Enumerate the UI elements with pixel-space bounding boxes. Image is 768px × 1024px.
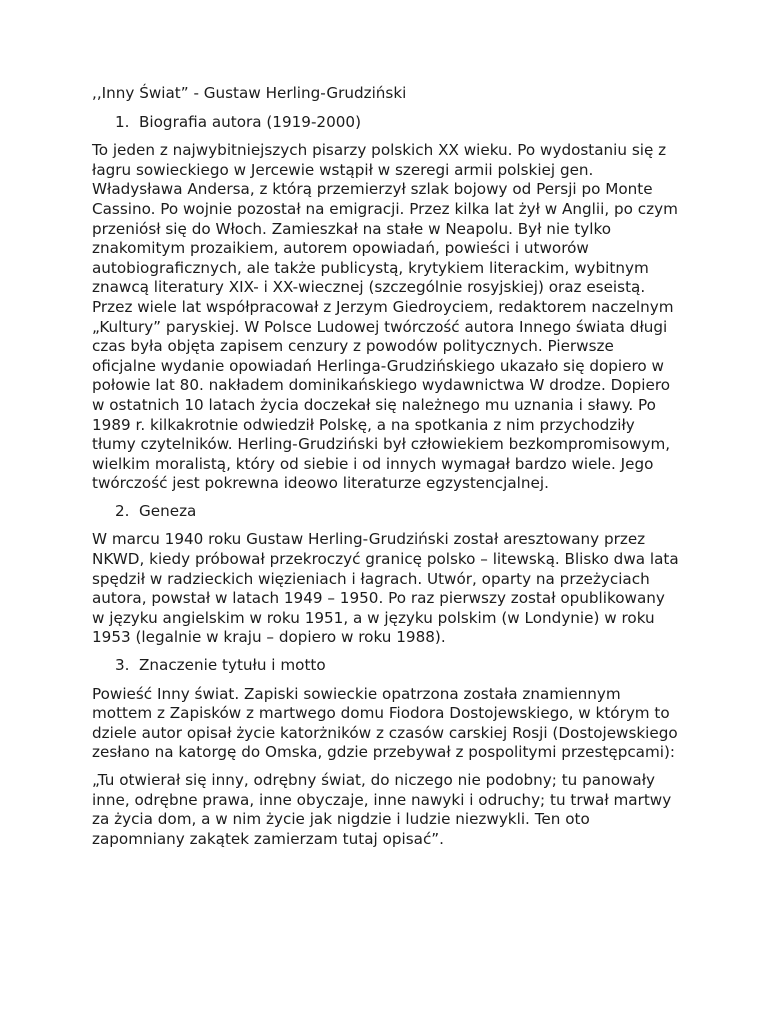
- motto-intro-paragraph: Powieść Inny świat. Zapiski sowieckie opatrzona została znamiennym mottem z Zapisków z martwego domu Fiodora Dostojewskiego, w którym to dziele autor opisał życie katorżników z czasów carskiej Rosji (Dostojewskiego zesłano na katorgę do Omska, gdzie przebywał z pospolitymi przestępcami):: [92, 684, 678, 762]
- section-number: 2.: [115, 501, 130, 520]
- section-heading-text: Geneza: [139, 501, 197, 520]
- section-heading-text: Znaczenie tytułu i motto: [139, 656, 326, 675]
- motto-quote-paragraph: „Tu otwierał się inny, odrębny świat, do niczego nie podobny; tu panowały inne, odrębne prawa, inne obyczaje, inne nawyki i odruchy; tu trwał martwy za życia dom, a w nim życie jak nigdzie i ludzie niezwykli. Ten oto zapomniany zakątek zamierzam tutaj opisać”.: [92, 771, 672, 848]
- section-number: 1.: [115, 112, 130, 131]
- section-heading-title-motto: [115, 656, 682, 676]
- document-title: ,,Inny Świat” - Gustaw Herling-Grudziński: [92, 84, 407, 102]
- genesis-paragraph: W marcu 1940 roku Gustaw Herling-Grudziński został aresztowany przez NKWD, kiedy próbował przekroczyć granicę polsko – litewską. Blisko dwa lata spędził w radzieckich więzieniach i łagrach. Utwór, oparty na przeżyciach autora, powstał w latach 1949 – 1950. Po raz pierwszy został opublikowany w języku angielskim w roku 1951, a w języku polskim (w Londynie) w roku 1953 (legalnie w kraju – dopiero w roku 1988).: [92, 530, 679, 647]
- section-heading-genesis: [115, 502, 682, 522]
- section-heading-biography: [115, 113, 682, 133]
- document-page: [92, 84, 682, 857]
- biography-paragraph: To jeden z najwybitniejszych pisarzy polskich XX wieku. Po wydostaniu się z łagru sowieckiego w Jercewie wstąpił w szeregi armii polskiej gen. Władysława Andersa, z którą przemierzył szlak bojowy od Persji po Monte Cassino. Po wojnie pozostał na emigracji. Przez kilka lat żył w Anglii, po czym przeniósł się do Włoch. Zamieszkał na stałe w Neapolu. Był nie tylko znakomitym prozaikiem, autorem opowiadań, powieści i utworów autobiograficznych, ale także publicystą, krytykiem literackim, wybitnym znawcą literatury XIX- i XX-wiecznej (szczególnie rosyjskiej) oraz eseistą. Przez wiele lat współpracował z Jerzym Giedroyciem, redaktorem naczelnym „Kultury” paryskiej. W Polsce Ludowej twórczość autora Innego świata długi czas była objęta zapisem cenzury z powodów politycznych. Pierwsze oficjalne wydanie opowiadań Herlinga-Grudzińskiego ukazało się dopiero w połowie lat 80. nakładem dominikańskiego wydawnictwa W drodze. Dopiero w ostatnich 10 latach życia doczekał się należnego mu uznania i sławy. Po 1989 r. kilkakrotnie odwiedził Polskę, a na spotkania z nim przychodziły tłumy czytelników. Herling-Grudziński był człowiekiem bezkompromisowym, wielkim moralistą, który od siebie i od innych wymagał bardzo wiele. Jego twórczość jest pokrewna ideowo literaturze egzystencjalnej.: [92, 141, 678, 493]
- section-heading-text: Biografia autora (1919-2000): [139, 112, 362, 131]
- section-number: 3.: [115, 656, 130, 675]
